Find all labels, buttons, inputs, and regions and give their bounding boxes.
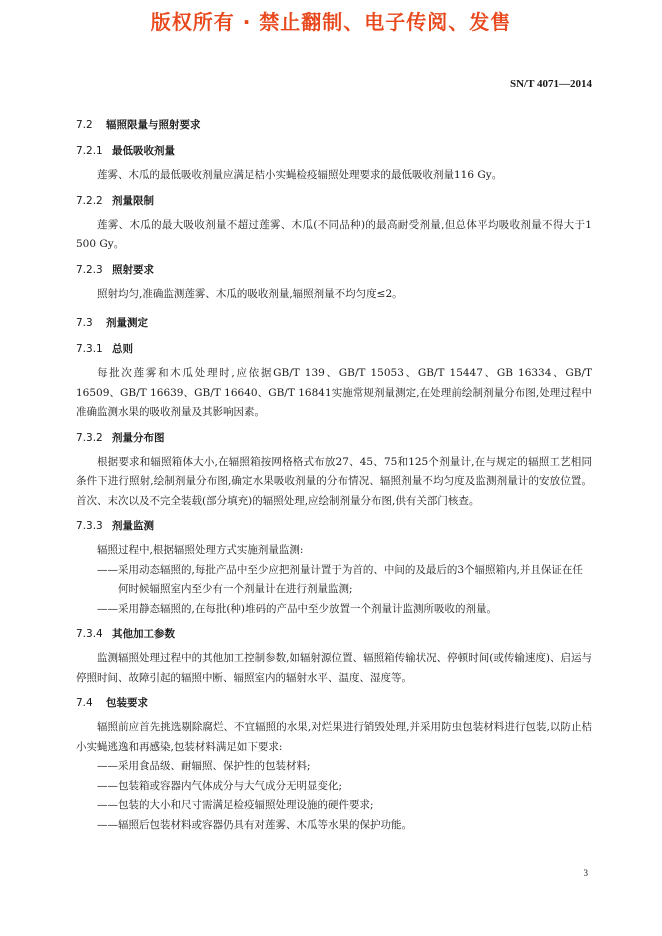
- paragraph: 莲雾、木瓜的最大吸收剂量不超过莲雾、木瓜(不同品种)的最高耐受剂量,但总体平均吸收剂量不得大于1 500 Gy。: [76, 218, 592, 250]
- section-heading: [76, 519, 592, 533]
- paragraph: 监测辐照处理过程中的其他加工控制参数,如辐射源位置、辐照箱传输状况、停顿时间(或传输速度)、启运与停照时间、故障引起的辐照中断、辐照室内的辐射水平、温度、湿度等。: [76, 652, 592, 684]
- section-number: 7.3.1: [76, 343, 103, 355]
- section-number: 7.3.3: [76, 520, 103, 532]
- list-item: ——包装箱或容器内气体成分与大气成分无明显变化;: [97, 779, 343, 792]
- section-title: 剂量测定: [106, 317, 148, 329]
- section-number: 7.3: [76, 317, 93, 329]
- paragraph: 每批次莲雾和木瓜处理时,应依据GB/T 139、GB/T 15053、GB/T 15447、GB 16334、GB/T 16509、GB/T 16639、GB/T 16640、GB/T 16841实施常规剂量测定,在处理前绘制剂量分布图,处理过程中准确监测水果的吸收剂量及其影响因素。: [76, 367, 592, 418]
- list-item: ——采用静态辐照的,在每批(种)堆码的产品中至少放置一个剂量计监测所吸收的剂量。: [97, 602, 498, 615]
- section-heading: [76, 263, 592, 277]
- paragraph: 根据要求和辐照箱体大小,在辐照箱按网格格式布放27、45、75和125个剂量计,在与规定的辐照工艺相同条件下进行照射,绘制剂量分布图,确定水果吸收剂量的分布情况、辐照剂量不均匀度及监测剂量计的安放位置。首次、末次以及不完全装载(部分填充)的辐照处理,应绘制剂量分布图,供有关部门核查。: [76, 455, 592, 507]
- section-number: 7.2.2: [76, 194, 103, 207]
- watermark-banner: 版权所有 · 禁止翻制、电子传阅、发售: [150, 10, 512, 34]
- section-number: 7.2.1: [76, 145, 103, 157]
- section-number: 7.4: [76, 697, 93, 709]
- section-title: 其他加工参数: [112, 628, 175, 640]
- section-number: 7.2.3: [76, 263, 103, 276]
- list-item: ——采用动态辐照的,每批产品中至少应把剂量计置于为首的、中间的及最后的3个辐照箱内,并且保证在任何时候辐照室内至少有一个剂量计在进行剂量监测;: [97, 563, 583, 595]
- section-heading: [76, 316, 592, 330]
- document-body: [76, 118, 592, 835]
- section-title: 最低吸收剂量: [112, 145, 175, 157]
- section-heading: [76, 696, 592, 710]
- section-number: 7.2: [76, 119, 93, 131]
- list-item: ——包装的大小和尺寸需满足检疫辐照处理设施的硬件要求;: [97, 799, 374, 811]
- paragraph: 辐照过程中,根据辐照处理方式实施剂量监测:: [97, 544, 304, 556]
- section-heading: [76, 431, 592, 445]
- section-title: 辐照限量与照射要求: [106, 119, 201, 131]
- page-number: 3: [583, 868, 588, 878]
- section-title: 剂量限制: [112, 194, 154, 207]
- section-heading: [76, 144, 592, 158]
- section-heading: [76, 342, 592, 356]
- list-item: ——采用食品级、耐辐照、保护性的包装材料;: [97, 760, 311, 772]
- document-code: SN/T 4071—2014: [509, 78, 592, 90]
- section-title: 包装要求: [106, 697, 148, 709]
- paragraph: 照射均匀,准确监测莲雾、木瓜的吸收剂量,辐照剂量不均匀度≤2。: [97, 287, 403, 300]
- section-heading: [76, 118, 592, 132]
- section-heading: [76, 627, 592, 641]
- section-title: 总则: [112, 343, 133, 355]
- section-title: 剂量监测: [112, 520, 154, 532]
- section-number: 7.3.4: [76, 628, 103, 640]
- paragraph: 辐照前应首先挑选剔除腐烂、不宜辐照的水果,对烂果进行销毁处理,并采用防虫包装材料进行包装,以防止桔小实蝇逃逸和再感染,包装材料满足如下要求:: [76, 721, 592, 753]
- section-title: 剂量分布图: [112, 431, 165, 444]
- section-title: 照射要求: [112, 263, 154, 276]
- paragraph: 莲雾、木瓜的最低吸收剂量应满足桔小实蝇检疫辐照处理要求的最低吸收剂量116 Gy。: [97, 169, 503, 181]
- section-number: 7.3.2: [76, 431, 103, 444]
- section-heading: [76, 194, 592, 208]
- list-item: ——辐照后包装材料或容器仍具有对莲雾、木瓜等水果的保护功能。: [97, 818, 412, 831]
